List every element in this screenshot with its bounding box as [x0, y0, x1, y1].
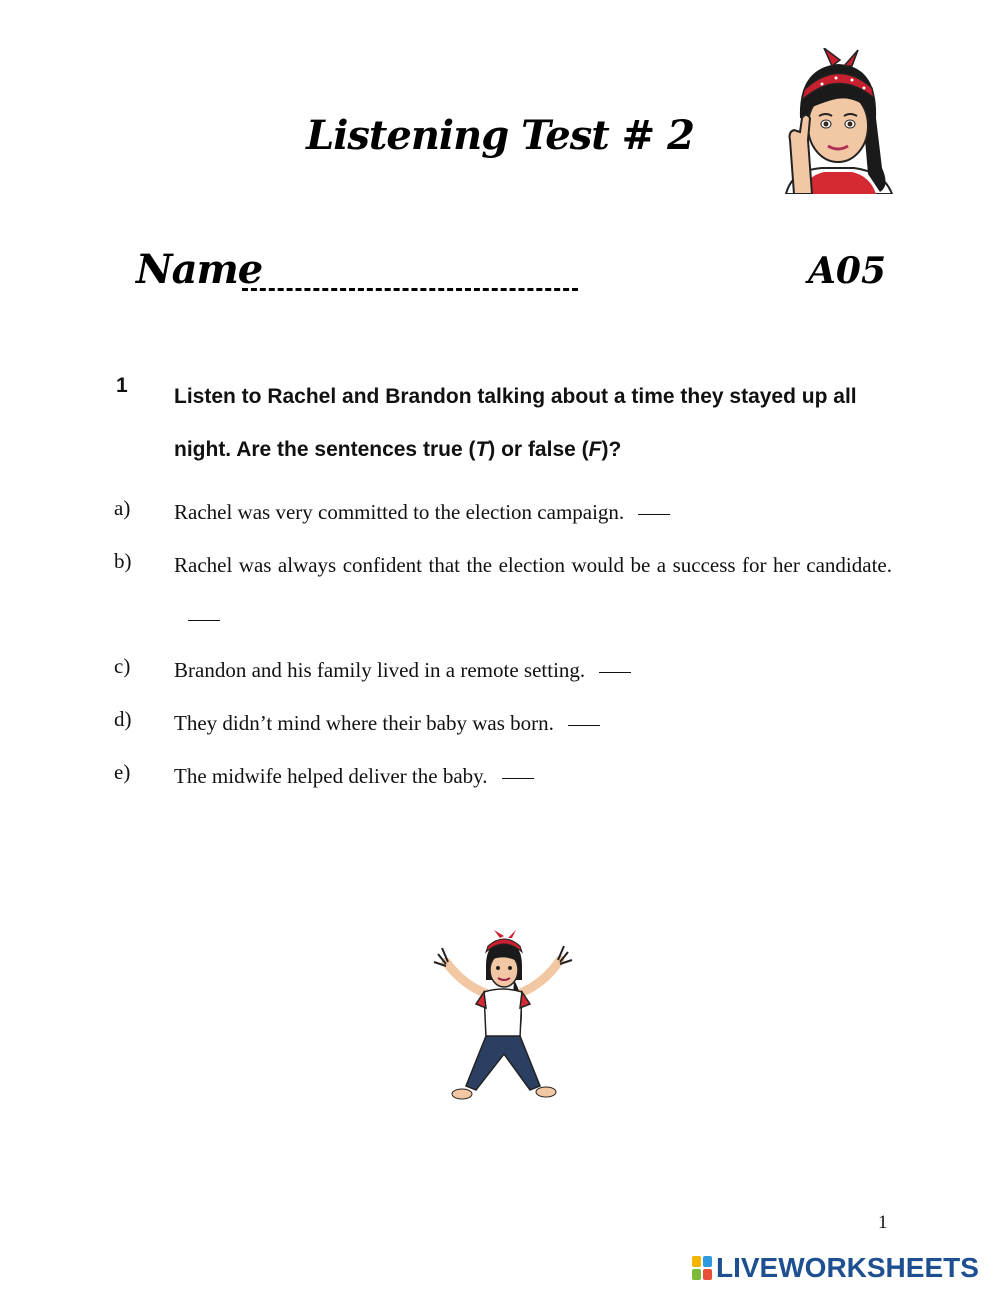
item-text: Rachel was very committed to the election campaign.: [174, 500, 625, 524]
answer-blank[interactable]: [599, 672, 631, 673]
item-letter: a): [114, 496, 131, 520]
answer-blank[interactable]: [568, 725, 600, 726]
name-field[interactable]: [242, 288, 578, 291]
false-letter: F: [588, 438, 602, 461]
list-item: [174, 539, 892, 645]
worksheet-code: A05: [808, 250, 887, 292]
question-text: Listen to Rachel and Brandon talking about a time they stayed up all night. Are the sentences true (: [174, 385, 857, 461]
brand-name: LIVEWORKSHEETS: [716, 1252, 979, 1283]
list-item: [174, 486, 892, 539]
item-letter: e): [114, 760, 131, 784]
item-text: They didn’t mind where their baby was born.: [174, 711, 554, 735]
item-text: Brandon and his family lived in a remote setting.: [174, 658, 586, 682]
item-letter: c): [114, 654, 131, 678]
list-item: [174, 644, 892, 697]
true-letter: T: [475, 438, 489, 461]
item-letter: d): [114, 707, 132, 731]
list-item: [174, 750, 892, 803]
name-label: Name: [136, 246, 263, 293]
avatar-portrait-icon: [772, 48, 904, 194]
question-text-end: )?: [601, 438, 622, 461]
question-instructions: [174, 370, 894, 476]
answer-blank[interactable]: [502, 778, 534, 779]
item-text: The midwife helped deliver the baby.: [174, 764, 488, 788]
list-item: [174, 697, 892, 750]
brand-logo: [692, 1252, 979, 1284]
item-text: Rachel was always confident that the election would be a success for her candidate.: [174, 553, 892, 577]
page-title: Listening Test # 2: [306, 112, 694, 159]
item-letter: b): [114, 549, 132, 573]
page-number: 1: [878, 1212, 888, 1233]
question-text-mid: ) or false (: [488, 438, 589, 461]
question-number: 1: [116, 374, 128, 397]
liveworksheets-logo-icon: [692, 1256, 712, 1280]
avatar-jumping-icon: [428, 930, 578, 1106]
answer-blank[interactable]: [188, 620, 220, 621]
answer-blank[interactable]: [638, 514, 670, 515]
